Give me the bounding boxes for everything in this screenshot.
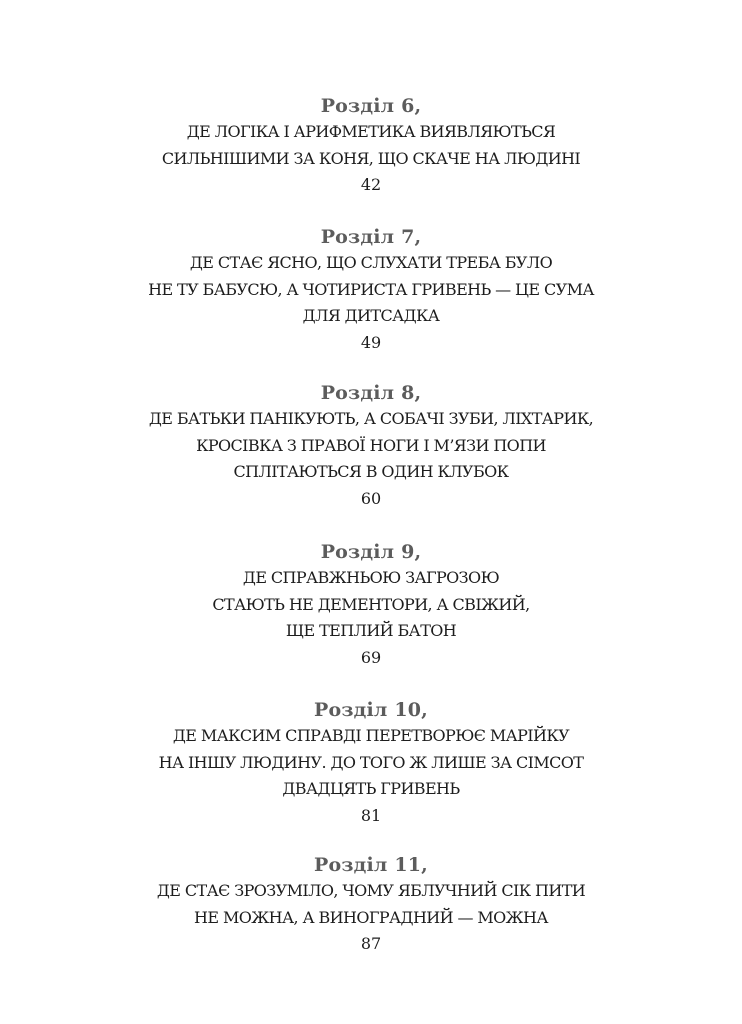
chapter-description-line: НЕ МОЖНА, А ВИНОГРАДНИЙ — МОЖНА [194,907,548,927]
toc-entry-chapter-11 [0,852,742,958]
chapter-description-line: ДЕ БАТЬКИ ПАНІКУЮТЬ, А СОБАЧІ ЗУБИ, ЛІХТАРИК, [148,409,594,428]
chapter-description-line: ДВАДЦЯТЬ ГРИВЕНЬ [282,779,460,798]
chapter-title: Розділ 10, [313,699,429,721]
chapter-title: Розділ 9, [320,541,422,563]
chapter-title: Розділ 8, [320,382,422,404]
chapter-description-line: СТАЮТЬ НЕ ДЕМЕНТОРИ, А СВІЖИЙ, [212,594,530,614]
chapter-description-line: ДЕ СТАЄ ЯСНО, ЩО СЛУХАТИ ТРЕБА БУЛО [189,253,553,272]
chapter-title: Розділ 11, [313,854,429,876]
toc-entry-chapter-10 [0,697,742,829]
chapter-description-line: ДЕ ЛОГІКА І АРИФМЕТИКА ВИЯВЛЯЮТЬСЯ [186,122,556,141]
toc-entry-chapter-9 [0,539,742,671]
toc-entry-chapter-6 [0,93,742,199]
chapter-page-number: 87 [360,934,382,953]
chapter-description-line: СИЛЬНІШИМИ ЗА КОНЯ, ЩО СКАЧЕ НА ЛЮДИНІ [161,148,581,168]
chapter-description-line: СПЛІТАЮТЬСЯ В ОДИН КЛУБОК [233,462,509,481]
chapter-description-line: НА ІНШУ ЛЮДИНУ. ДО ТОГО Ж ЛИШЕ ЗА СІМСОТ [158,752,584,772]
chapter-page-number: 42 [360,175,382,194]
chapter-title: Розділ 7, [320,226,422,248]
chapter-description-line: ЩЕ ТЕПЛИЙ БАТОН [285,621,457,640]
chapter-page-number: 81 [360,805,382,825]
toc-entry-chapter-8 [0,380,742,512]
chapter-description-line: ДЕ МАКСИМ СПРАВДІ ПЕРЕТВОРЮЄ МАРІЙКУ [172,726,570,745]
chapter-title: Розділ 6, [320,95,422,117]
chapter-description-line: ДЛЯ ДИТСАДКА [302,306,440,325]
chapter-page-number: 49 [360,332,382,352]
chapter-description-line: КРОСІВКА З ПРАВОЇ НОГИ І М’ЯЗИ ПОПИ [196,435,546,455]
chapter-description-line: ДЕ СПРАВЖНЬОЮ ЗАГРОЗОЮ [242,568,500,587]
chapter-page-number: 60 [360,488,382,508]
chapter-description-line: ДЕ СТАЄ ЗРОЗУМІЛО, ЧОМУ ЯБЛУЧНИЙ СІК ПИТИ [156,881,586,900]
toc-entry-chapter-7 [0,224,742,356]
chapter-description-line: НЕ ТУ БАБУСЮ, А ЧОТИРИСТА ГРИВЕНЬ — ЦЕ СУМА [148,279,594,299]
chapter-page-number: 69 [360,647,382,667]
